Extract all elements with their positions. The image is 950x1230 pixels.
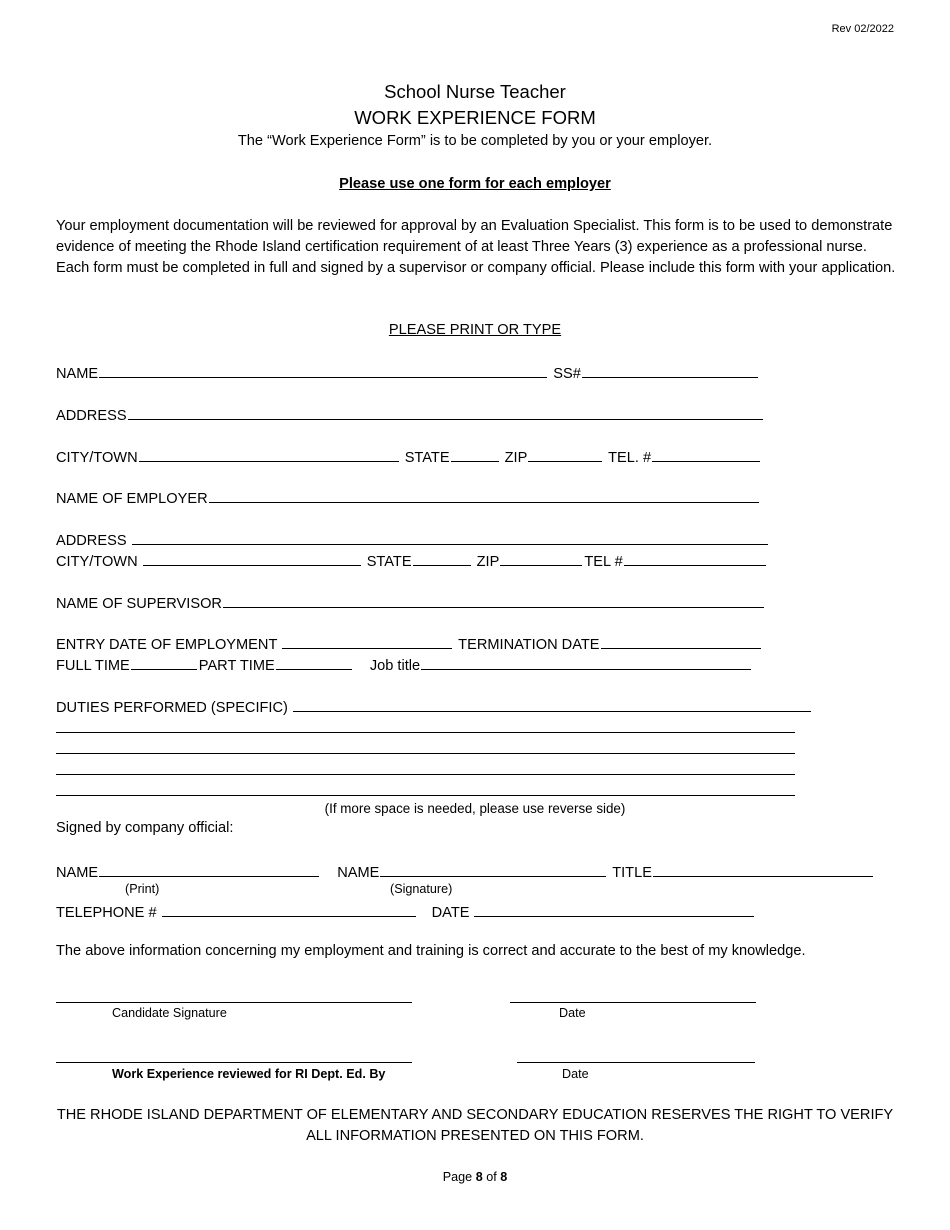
full-time-field[interactable] bbox=[131, 656, 197, 670]
dates-row bbox=[56, 635, 763, 653]
tel-label: TEL. # bbox=[608, 450, 652, 466]
name-label: NAME bbox=[56, 366, 99, 382]
duties-row bbox=[56, 698, 813, 716]
supervisor-row bbox=[56, 594, 766, 612]
ss-label: SS# bbox=[553, 366, 581, 382]
entry-date-label: ENTRY DATE OF EMPLOYMENT bbox=[56, 637, 278, 653]
signed-by-label: Signed by company official: bbox=[56, 820, 234, 836]
official-title-label: TITLE bbox=[612, 865, 652, 881]
official-telephone-field[interactable] bbox=[162, 903, 416, 917]
job-title-field[interactable] bbox=[421, 656, 751, 670]
state-field[interactable] bbox=[451, 448, 499, 462]
form-title-line1: School Nurse Teacher bbox=[384, 81, 566, 102]
one-form-notice: Please use one form for each employer bbox=[339, 176, 611, 192]
employer-tel-field[interactable] bbox=[624, 552, 766, 566]
page-prefix: Page bbox=[442, 1170, 473, 1184]
duties-line-4[interactable] bbox=[56, 774, 795, 775]
reviewer-caption: Work Experience reviewed for RI Dept. Ed. By bbox=[112, 1067, 386, 1081]
employer-tel-label: TEL # bbox=[584, 554, 623, 570]
city-field[interactable] bbox=[139, 448, 399, 462]
employer-address-row bbox=[56, 531, 770, 549]
name-field[interactable] bbox=[99, 364, 547, 378]
entry-date-field[interactable] bbox=[282, 635, 452, 649]
page-of: of bbox=[486, 1170, 497, 1184]
print-caption: (Print) bbox=[125, 882, 160, 896]
attestation-statement: The above information concerning my employment and training is correct and accurate to the best of my knowledge. bbox=[56, 943, 806, 959]
official-date-label: DATE bbox=[431, 905, 470, 921]
official-date-field[interactable] bbox=[474, 903, 754, 917]
official-name-signature-field[interactable] bbox=[380, 863, 606, 877]
employment-type-row bbox=[56, 656, 753, 674]
duties-line-5[interactable] bbox=[56, 795, 795, 796]
employer-label: NAME OF EMPLOYER bbox=[56, 491, 208, 507]
employer-zip-label: ZIP bbox=[476, 554, 500, 570]
applicant-name-row bbox=[56, 364, 760, 382]
duties-line-3[interactable] bbox=[56, 753, 795, 754]
page-number bbox=[0, 1171, 950, 1184]
revision-label: Rev 02/2022 bbox=[831, 23, 894, 35]
reviewer-signature-line[interactable] bbox=[56, 1062, 412, 1063]
more-space-note: (If more space is needed, please use reverse side) bbox=[324, 801, 626, 816]
verification-notice: THE RHODE ISLAND DEPARTMENT OF ELEMENTARY AND SECONDARY EDUCATION RESERVES THE RIGHT TO VERIFY ALL INFORMATION PRESENTED ON THIS FORM. bbox=[56, 1107, 894, 1144]
official-name-row bbox=[56, 863, 875, 881]
official-name-print-label: NAME bbox=[56, 865, 99, 881]
employer-field[interactable] bbox=[209, 489, 759, 503]
official-name-signature-label: NAME bbox=[337, 865, 380, 881]
duties-label: DUTIES PERFORMED (SPECIFIC) bbox=[56, 700, 288, 716]
official-telephone-label: TELEPHONE # bbox=[56, 905, 157, 921]
applicant-city-row bbox=[56, 448, 762, 466]
official-title-field[interactable] bbox=[653, 863, 873, 877]
zip-field[interactable] bbox=[528, 448, 602, 462]
candidate-date-caption: Date bbox=[559, 1006, 586, 1020]
part-time-label: PART TIME bbox=[198, 658, 275, 674]
tel-field[interactable] bbox=[652, 448, 760, 462]
candidate-date-line[interactable] bbox=[510, 1002, 756, 1003]
termination-date-label: TERMINATION DATE bbox=[458, 637, 600, 653]
employer-state-field[interactable] bbox=[413, 552, 471, 566]
reviewer-date-caption: Date bbox=[562, 1067, 589, 1081]
full-time-label: FULL TIME bbox=[56, 658, 130, 674]
page-total: 8 bbox=[500, 1170, 508, 1184]
job-title-label: Job title bbox=[369, 658, 421, 674]
supervisor-label: NAME OF SUPERVISOR bbox=[56, 596, 222, 612]
employer-city-field[interactable] bbox=[143, 552, 361, 566]
zip-label: ZIP bbox=[504, 450, 528, 466]
reviewer-date-line[interactable] bbox=[517, 1062, 755, 1063]
print-notice: PLEASE PRINT OR TYPE bbox=[388, 322, 562, 338]
termination-date-field[interactable] bbox=[601, 635, 761, 649]
duties-line-2[interactable] bbox=[56, 732, 795, 733]
address-label: ADDRESS bbox=[56, 408, 127, 424]
part-time-field[interactable] bbox=[276, 656, 352, 670]
applicant-address-row bbox=[56, 406, 765, 424]
candidate-signature-line[interactable] bbox=[56, 1002, 412, 1003]
employer-address-field[interactable] bbox=[132, 531, 768, 545]
city-label: CITY/TOWN bbox=[56, 450, 138, 466]
state-label: STATE bbox=[404, 450, 450, 466]
signature-caption: (Signature) bbox=[390, 882, 453, 896]
employer-row bbox=[56, 489, 761, 507]
candidate-signature-caption: Candidate Signature bbox=[112, 1006, 227, 1020]
employer-zip-field[interactable] bbox=[500, 552, 582, 566]
page-current: 8 bbox=[475, 1170, 483, 1184]
employer-city-label: CITY/TOWN bbox=[56, 554, 138, 570]
employer-city-row bbox=[56, 552, 768, 570]
intro-paragraph: Your employment documentation will be reviewed for approval by an Evaluation Specialist. This form is to be used to demonstrate evidence of meeting the Rhode Island certification requirement of at least Three Years (3) experience as a professional nurse. Each form must be completed in full and signed by a supervisor or company official. Please include this form with your application. bbox=[56, 218, 896, 276]
employer-state-label: STATE bbox=[366, 554, 412, 570]
ss-field[interactable] bbox=[582, 364, 758, 378]
address-field[interactable] bbox=[128, 406, 763, 420]
form-title-line2: WORK EXPERIENCE FORM bbox=[354, 107, 596, 128]
form-subtitle: The “Work Experience Form” is to be completed by you or your employer. bbox=[237, 133, 713, 149]
official-name-print-field[interactable] bbox=[99, 863, 319, 877]
supervisor-field[interactable] bbox=[223, 594, 764, 608]
official-telephone-row bbox=[56, 903, 756, 921]
duties-field[interactable] bbox=[293, 698, 811, 712]
employer-address-label: ADDRESS bbox=[56, 533, 127, 549]
